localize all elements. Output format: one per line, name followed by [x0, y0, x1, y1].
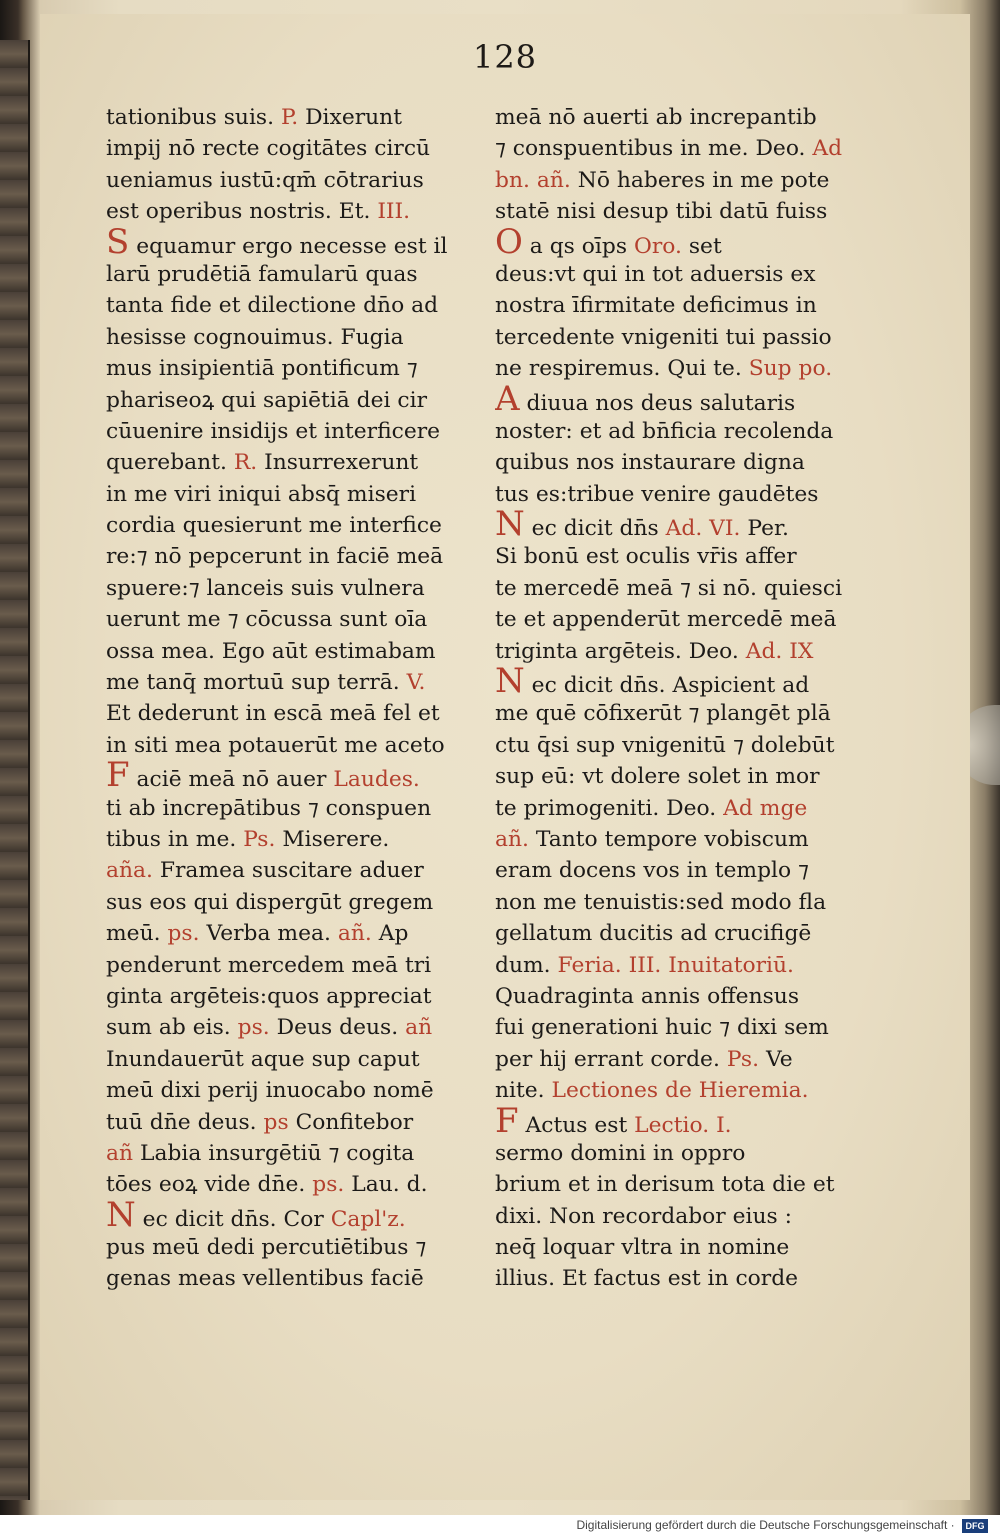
text-line [106, 165, 478, 196]
text-run: tus es:tribue venire gaudētes [495, 481, 819, 507]
text-run: Deus deus. [276, 1015, 406, 1041]
text-line [495, 855, 867, 886]
text-run: deus:vt qui in tot aduersis ex [495, 261, 816, 287]
rubric: Sup po. [748, 356, 833, 382]
text-line [106, 447, 478, 478]
text-line [106, 353, 478, 384]
text-line [106, 322, 478, 353]
text-run: quibus nos instaurare digna [495, 450, 805, 476]
text-line [495, 259, 867, 290]
text-line [495, 290, 867, 321]
text-run: dixi. Non recordabor eius : [495, 1203, 793, 1229]
initial-letter: F [495, 1106, 519, 1138]
text-run: meū dixi perij inuocabo nomē [106, 1078, 434, 1104]
text-run: est operibus nostris. Et. [106, 199, 378, 225]
text-run: equamur ergo necesse est il [129, 233, 448, 259]
rubric: añ [106, 1140, 140, 1166]
text-run: Labia insurgētiū ⁊ cogita [139, 1140, 415, 1166]
text-run: sum ab eis. [106, 1015, 238, 1041]
text-run: Miserere. [282, 826, 390, 852]
text-run: genas meas vellentibus faciē [106, 1266, 424, 1292]
text-run: Insurrexerunt [264, 450, 419, 476]
text-line [106, 1044, 478, 1075]
text-run: Nō haberes in me pote [577, 167, 830, 193]
text-run: impij nō recte cogitātes circū [106, 136, 431, 162]
text-run: me tanq̄ mortuū sup terrā. [106, 670, 407, 696]
text-line [106, 510, 478, 541]
rubric: Ad [812, 136, 843, 162]
text-run: penderunt mercedem meā tri [106, 952, 432, 978]
text-run: ueniamus iustū:qm̄ cōtrarius [106, 167, 424, 193]
text-run: re:⁊ nō pepcerunt in faciē meā [106, 544, 444, 570]
text-run: a qs oīps [522, 233, 634, 259]
text-line [495, 573, 867, 604]
dfg-logo-icon: DFG [962, 1519, 988, 1533]
text-run: tibus in me. [106, 826, 244, 852]
text-line [495, 385, 867, 416]
previous-page-edge [0, 40, 30, 1500]
text-line [106, 385, 478, 416]
rubric: añ. [495, 826, 536, 852]
text-run: Per. [747, 516, 789, 542]
text-run: diuua nos deus salutaris [519, 390, 796, 416]
text-run: cūuenire insidijs et interficere [106, 418, 441, 444]
rubric: aña. [106, 858, 160, 884]
text-line [495, 824, 867, 855]
text-line [495, 1263, 867, 1294]
text-run: nite. [495, 1078, 552, 1104]
text-line [495, 667, 867, 698]
text-run: dum. [495, 952, 558, 978]
text-run: ne respiremus. Qui te. [495, 356, 749, 382]
text-line [106, 1201, 478, 1232]
text-run: ec dicit dn̄s. Cor [135, 1206, 331, 1232]
text-line [495, 1012, 867, 1043]
rubric: ps [263, 1109, 296, 1135]
text-run: te primogeniti. Deo. [495, 795, 724, 821]
text-line [106, 1075, 478, 1106]
text-run: hesisse cognouimus. Fugia [106, 324, 404, 350]
text-run: tationibus suis. [106, 105, 281, 130]
text-line [495, 730, 867, 761]
text-line [495, 447, 867, 478]
text-line [495, 918, 867, 949]
text-run: me quē cōfixerūt ⁊ plangēt plā [495, 701, 831, 727]
text-run: ossa mea. Ego aūt estimabam [106, 638, 436, 664]
text-run: te et appenderūt mercedē meā [495, 607, 837, 633]
text-line [495, 322, 867, 353]
rubric: Feria. III. Inuitatoriū. [557, 952, 794, 978]
text-run: in siti mea potauerūt me aceto [106, 732, 445, 758]
funding-credit: Digitalisierung gefördert durch die Deutsche Forschungsgemeinschaft [576, 1518, 948, 1532]
initial-letter: N [495, 510, 525, 542]
text-run: ginta argēteis:quos appreciat [106, 983, 432, 1009]
rubric: Lectio. I. [634, 1112, 732, 1138]
rubric: Capl'z. [330, 1206, 406, 1232]
text-run: Actus est [518, 1112, 635, 1138]
text-line [495, 416, 867, 447]
text-line [495, 887, 867, 918]
text-line [495, 1107, 867, 1138]
text-run: ec dicit dn̄s [524, 516, 666, 542]
text-run: non me tenuistis:sed modo fla [495, 889, 827, 915]
text-line [106, 196, 478, 227]
text-line [106, 667, 478, 698]
text-run: meū. [106, 921, 168, 947]
text-run: noster: et ad bn̄ficia recolenda [495, 418, 834, 444]
text-run: illius. Et factus est in corde [495, 1266, 799, 1292]
text-line [495, 228, 867, 259]
rubric: bn. añ. [495, 167, 578, 193]
text-line [106, 290, 478, 321]
text-run: sup eū: vt dolere solet in mor [495, 764, 820, 790]
text-line [106, 228, 478, 259]
text-line [106, 416, 478, 447]
text-line [106, 573, 478, 604]
text-line [495, 950, 867, 981]
text-run: Lau. d. [351, 1172, 428, 1198]
rubric: añ. [337, 921, 379, 947]
rubric: III. [377, 199, 411, 225]
text-column-right [495, 102, 867, 1295]
text-line [106, 604, 478, 635]
text-run: Confitebor [295, 1109, 414, 1135]
text-line [106, 479, 478, 510]
rubric: Ps. [726, 1046, 766, 1072]
initial-letter: S [106, 227, 130, 259]
text-run: te mercedē meā ⁊ si nō. quiesci [495, 575, 843, 601]
text-line [106, 855, 478, 886]
text-line [106, 1169, 478, 1200]
text-line [106, 793, 478, 824]
text-run: pus meū dedi percutiētibus ⁊ [106, 1235, 427, 1261]
text-run: ctu q̄si sup vnigenitū ⁊ dolebūt [495, 732, 835, 758]
rubric: Ps. [243, 826, 283, 852]
text-column-left [106, 102, 478, 1295]
text-run: ec dicit dn̄s. Aspicient ad [524, 673, 810, 699]
rubric: Ad. IX [745, 638, 814, 664]
rubric: Laudes. [333, 767, 420, 793]
text-run: Et dederunt in escā meā fel et [106, 701, 440, 727]
text-line [495, 1169, 867, 1200]
rubric: R. [233, 450, 265, 476]
text-line [495, 196, 867, 227]
text-run: set [681, 233, 722, 259]
rubric: Ad mge [723, 795, 808, 821]
initial-letter: A [495, 384, 520, 416]
text-run: Ve [765, 1046, 793, 1072]
text-run: eram docens vos in templo ⁊ [495, 858, 809, 884]
initial-letter: N [106, 1200, 136, 1233]
text-run: statē nisi desup tibi datū fuiss [495, 199, 828, 225]
text-line [495, 479, 867, 510]
text-run: fui generationi huic ⁊ dixi sem [495, 1015, 829, 1041]
text-run: ti ab increpātibus ⁊ conspuen [106, 795, 432, 821]
text-line [106, 824, 478, 855]
text-line [495, 698, 867, 729]
text-line [495, 604, 867, 635]
initial-letter: N [495, 667, 525, 699]
text-line [495, 761, 867, 792]
text-line [106, 1138, 478, 1169]
rubric: ps. [237, 1015, 277, 1041]
text-run: phariseoꝝ qui sapiētiā dei cir [106, 387, 428, 413]
text-run: tanta fide et dilectione dn̄o ad [106, 293, 439, 319]
text-run: sermo domini in oppro [495, 1140, 746, 1166]
text-line [106, 730, 478, 761]
text-run: querebant. [106, 450, 234, 476]
text-line [495, 133, 867, 164]
text-line [495, 165, 867, 196]
text-run: Inundauerūt aque sup caput [106, 1046, 420, 1072]
text-run: Framea suscitare aduer [159, 858, 424, 884]
text-line [106, 259, 478, 290]
text-line [106, 981, 478, 1012]
text-run: Dixerunt [305, 105, 402, 130]
text-run: Quadraginta annis offensus [495, 983, 800, 1009]
text-run: spuere:⁊ lanceis suis vulnera [106, 575, 425, 601]
text-run: triginta argēteis. Deo. [495, 638, 746, 664]
text-line [495, 541, 867, 572]
text-run: tercedente vnigeniti tui passio [495, 324, 832, 350]
text-line [106, 133, 478, 164]
text-line [106, 761, 478, 792]
rubric: P. [280, 105, 306, 130]
text-line [495, 1232, 867, 1263]
text-line [495, 636, 867, 667]
footer-bar: Digitalisierung gefördert durch die Deutsche Forschungsgemeinschaft · DFG [0, 1515, 1000, 1535]
text-run: uerunt me ⁊ cōcussa sunt oīa [106, 607, 428, 633]
text-run: cordia quesierunt me interfice [106, 513, 442, 539]
text-line [106, 698, 478, 729]
text-run: tuū dn̄e deus. [106, 1109, 264, 1135]
text-run: Si bonū est oculis vr̄is affer [495, 544, 797, 570]
text-line [495, 1138, 867, 1169]
text-line [106, 1263, 478, 1294]
text-run: ⁊ conspuentibus in me. Deo. [495, 136, 813, 162]
text-line [495, 353, 867, 384]
text-run: mus insipientiā pontificum ⁊ [106, 356, 418, 382]
text-line [106, 950, 478, 981]
text-line [495, 1201, 867, 1232]
text-line [495, 1044, 867, 1075]
text-line [495, 981, 867, 1012]
text-run: meā nō auerti ab increpantib [495, 105, 817, 130]
initial-letter: F [106, 761, 130, 793]
text-run: Tanto tempore vobiscum [535, 826, 809, 852]
rubric: añ [405, 1015, 433, 1041]
text-line [495, 1075, 867, 1106]
text-run: sus eos qui dispergūt gregem [106, 889, 434, 915]
rubric: V. [406, 670, 426, 696]
text-line [106, 918, 478, 949]
text-run: Ap [378, 921, 409, 947]
book-page [40, 14, 970, 1500]
initial-letter: O [495, 227, 523, 259]
text-line [106, 1232, 478, 1263]
text-run: neq̄ loquar vltra in nomine [495, 1235, 790, 1261]
text-line [106, 887, 478, 918]
text-run: larū prudētiā famularū quas [106, 261, 418, 287]
text-line [495, 510, 867, 541]
text-line [106, 1012, 478, 1043]
text-line [495, 793, 867, 824]
rubric: Lectiones de Hieremia. [551, 1078, 809, 1104]
rubric: Ad. VI. [665, 516, 748, 542]
text-run: per hij errant corde. [495, 1046, 727, 1072]
text-run: Verba mea. [206, 921, 338, 947]
rubric: ps. [167, 921, 207, 947]
text-line [106, 636, 478, 667]
text-run: tōes eoꝝ vide dn̄e. [106, 1172, 313, 1198]
text-run: nostra īfirmitate deficimus in [495, 293, 817, 319]
rubric: Oro. [633, 233, 682, 259]
text-run: gellatum ducitis ad crucifigē [495, 921, 812, 947]
page-number: 128 [472, 38, 538, 76]
text-run: in me viri iniqui absq̄ miseri [106, 481, 417, 507]
text-line [106, 541, 478, 572]
text-run: brium et in derisum tota die et [495, 1172, 835, 1198]
rubric: ps. [312, 1172, 352, 1198]
text-line [495, 102, 867, 133]
text-run: aciē meā nō auer [129, 767, 334, 793]
text-line [106, 102, 478, 133]
text-line [106, 1107, 478, 1138]
